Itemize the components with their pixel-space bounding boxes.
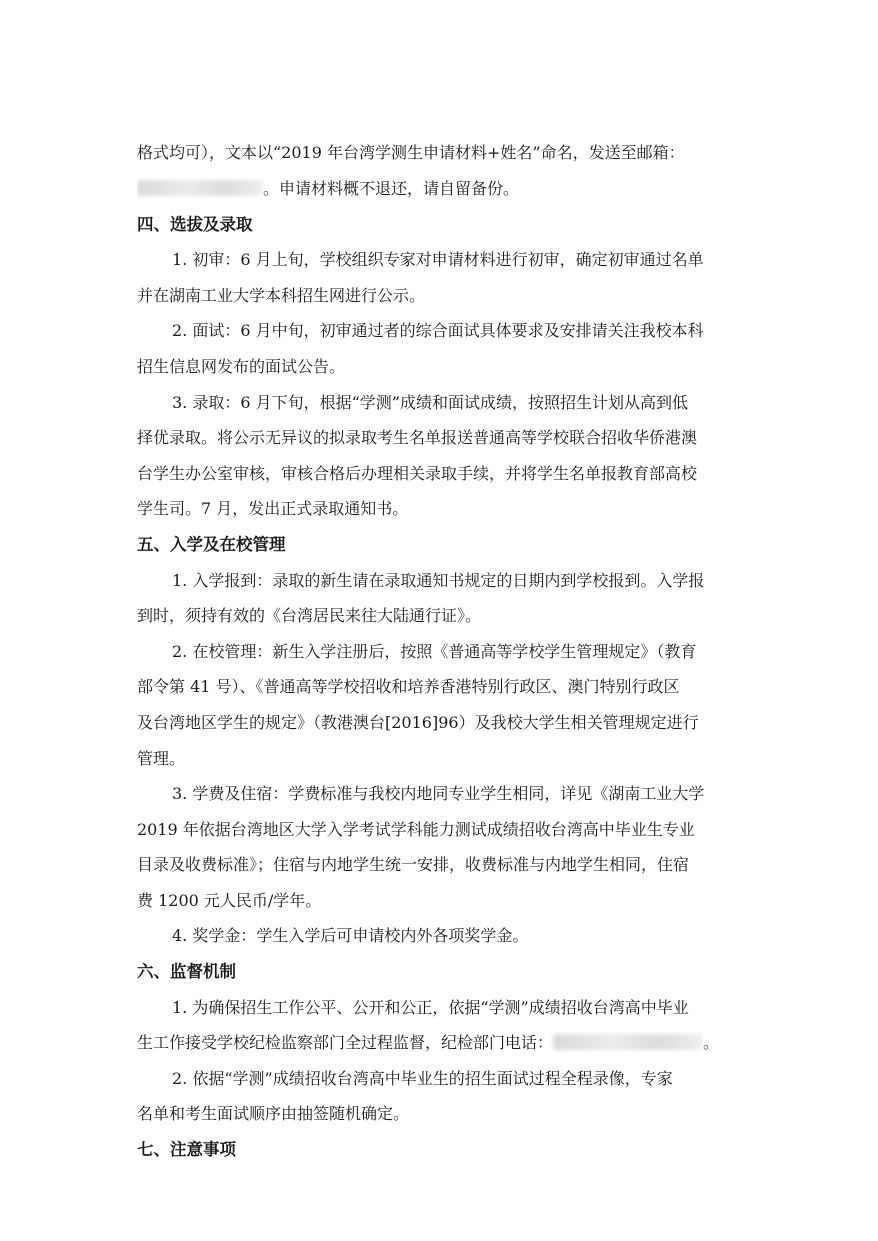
text-line: 2. 面试：6 月中旬，初审通过者的综合面试具体要求及安排请关注我校本科 bbox=[172, 321, 704, 340]
redacted-phone bbox=[553, 1034, 703, 1050]
section-heading: 五、入学及在校管理 bbox=[137, 535, 286, 554]
text-line: 及台湾地区学生的规定》（教港澳台[2016]96）及我校大学生相关管理规定进行 bbox=[137, 713, 699, 732]
text-line: 目录及收费标准》；住宿与内地学生统一安排，收费标准与内地学生相同，住宿 bbox=[137, 855, 690, 874]
text-line: 3. 学费及住宿：学费标准与我校内地同专业学生相同，详见《湖南工业大学 bbox=[172, 784, 705, 803]
text-line: 1. 初审：6 月上旬，学校组织专家对申请材料进行初审，确定初审通过名单 bbox=[172, 250, 704, 269]
text-line: 名单和考生面试顺序由抽签随机确定。 bbox=[137, 1104, 410, 1123]
text-fragment: 。 bbox=[703, 1033, 720, 1052]
text-line bbox=[137, 1032, 769, 1054]
text-line: 2. 依据“学测”成绩招收台湾高中毕业生的招生面试过程全程录像，专家 bbox=[172, 1069, 673, 1088]
text-line: 台学生办公室审核，审核合格后办理相关录取手续，并将学生名单报教育部高校 bbox=[137, 464, 698, 483]
section-heading: 六、监督机制 bbox=[137, 962, 236, 981]
text-line: 1. 为确保招生工作公平、公开和公正，依据“学测”成绩招收台湾高中毕业 bbox=[172, 998, 689, 1017]
text-line: 学生司。7 月，发出正式录取通知书。 bbox=[137, 499, 409, 518]
section-heading: 四、选拔及录取 bbox=[137, 215, 253, 234]
text-line: 到时，须持有效的《台湾居民来往大陆通行证》。 bbox=[137, 606, 482, 625]
text-line: 1. 入学报到：录取的新生请在录取通知书规定的日期内到学校报到。入学报 bbox=[172, 571, 705, 590]
text-line: 择优录取。将公示无异议的拟录取考生名单报送普通高等学校联合招收华侨港澳 bbox=[137, 428, 698, 447]
section-heading: 七、注意事项 bbox=[137, 1140, 236, 1159]
text-line bbox=[137, 178, 769, 200]
text-line: 4. 奖学金：学生入学后可申请校内外各项奖学金。 bbox=[172, 926, 529, 945]
text-line: 格式均可），文本以“2019 年台湾学测生申请材料+姓名”命名，发送至邮箱： bbox=[137, 143, 685, 162]
text-line: 2019 年依据台湾地区大学入学考试学科能力测试成绩招收台湾高中毕业生专业 bbox=[137, 820, 695, 839]
text-fragment: 。申请材料概不退还，请自留备份。 bbox=[263, 179, 520, 198]
text-line: 招生信息网发布的面试公告。 bbox=[137, 357, 346, 376]
text-line: 管理。 bbox=[137, 749, 186, 768]
text-line: 3. 录取：6 月下旬，根据“学测”成绩和面试成绩，按照招生计划从高到低 bbox=[172, 393, 688, 412]
redacted-email bbox=[137, 180, 263, 196]
text-line: 2. 在校管理：新生入学注册后，按照《普通高等学校学生管理规定》（教育 bbox=[172, 642, 697, 661]
text-line: 部令第 41 号）、《普通高等学校招收和培养香港特别行政区、澳门特别行政区 bbox=[137, 677, 680, 696]
text-fragment: 生工作接受学校纪检监察部门全过程监督，纪检部门电话： bbox=[137, 1033, 554, 1052]
text-line: 并在湖南工业大学本科招生网进行公示。 bbox=[137, 286, 426, 305]
text-line: 费 1200 元人民币/学年。 bbox=[137, 891, 322, 910]
